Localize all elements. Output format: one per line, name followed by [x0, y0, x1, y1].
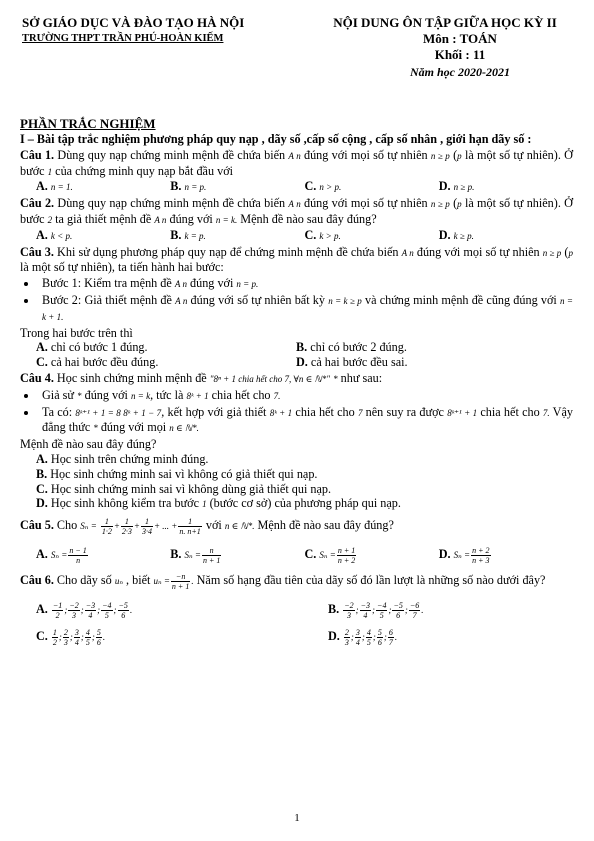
- fraction: [52, 601, 63, 620]
- denominator: 5: [104, 610, 109, 620]
- document-body: [20, 116, 573, 649]
- option-c[interactable]: C. $\frac{1}{2}$ ; $\frac{2}{3}$ ; $\frac{3}{4}$ ; $\frac{4}{5}$ ; $\frac{5}{6}$ .: [36, 627, 106, 647]
- fraction: [355, 628, 361, 647]
- numerator: 5: [377, 627, 382, 637]
- numerator: −6: [409, 600, 420, 610]
- document-title: NỘI DUNG ÔN TẬP GIỮA HỌC KỲ II: [333, 15, 557, 30]
- question-3: Câu 3. Khi sử dụng phương pháp quy nạp để chứng minh mệnh đề chứa biến A n đúng với mọi số tự nhiên n ≥ p (p là một số tự nhiên), ta tiến hành hai bước:: [20, 244, 573, 275]
- option-c[interactable]: C. Học sinh chứng minh sai vì không dùng giả thiết qui nạp.: [36, 481, 332, 496]
- question-3-prompt: Trong hai bước trên thì: [20, 325, 133, 340]
- fraction: $\frac{1}{3\cdot 4}$: [141, 516, 152, 536]
- denominator: 6: [377, 637, 382, 647]
- fraction: [366, 628, 372, 647]
- numerator: 2: [344, 627, 349, 637]
- option-d[interactable]: D. Sₙ = $\frac{n + 2}{n + 3}$: [438, 545, 490, 565]
- option-c[interactable]: C. n > p.: [304, 179, 342, 194]
- question-label: Câu 2.: [20, 196, 55, 211]
- subject-label: Môn : TOÁN: [423, 31, 497, 46]
- numerator: −3: [360, 600, 371, 610]
- denominator: 4: [74, 637, 79, 647]
- denominator: 3: [63, 637, 68, 647]
- denominator: 4: [363, 610, 368, 620]
- question-1: Câu 1. Dùng quy nạp chứng minh mệnh đề chứa biến A n đúng với mọi số tự nhiên n ≥ p (p là một số tự nhiên). Ở bước 1 của chứng minh quy nạp bắt đầu với: [20, 147, 573, 178]
- option-a[interactable]: A. Học sinh trên chứng minh đúng.: [36, 451, 209, 466]
- option-b[interactable]: B. Học sinh chứng minh sai vì không có giả thiết qui nạp.: [36, 466, 318, 481]
- fraction-list: $\frac{-1}{2}$ ; $\frac{-2}{3}$ ; $\frac{-3}{4}$ ; $\frac{-4}{5}$ ; $\frac{-5}{6}$ .: [52, 600, 133, 620]
- denominator: 2: [52, 637, 57, 647]
- option-b[interactable]: B. n = p.: [170, 179, 207, 194]
- option-d[interactable]: D. cả hai bước đều sai.: [296, 355, 408, 370]
- option-d[interactable]: D. Học sinh không kiểm tra bước 1 (bước cơ sở) của phương pháp qui nạp.: [36, 496, 401, 511]
- option-a[interactable]: A. chỉ có bước 1 đúng.: [36, 340, 148, 355]
- section-title: PHẦN TRẮC NGHIỆM: [20, 116, 156, 131]
- fraction: [96, 628, 102, 647]
- question-2: Câu 2. Dùng quy nạp chứng minh mệnh đề chứa biến A n đúng với mọi số tự nhiên n ≥ p (p là một số tự nhiên). Ở bước 2 ta giả thiết mệnh đề A n đúng với n = k. Mệnh đề nào sau đây đúng?: [20, 196, 573, 226]
- fraction: $\frac{n}{n + 1}$: [202, 545, 221, 565]
- header-right: [300, 14, 590, 81]
- question-label: Câu 4.: [20, 370, 54, 385]
- option-b[interactable]: B. Sₙ = $\frac{n}{n + 1}$: [170, 545, 221, 565]
- step-2: • Bước 2: Giả thiết mệnh đề A n đúng với số tự nhiên bất kỳ n = k ≥ p và chứng minh mệnh đề cũng đúng với n = k + 1.: [38, 293, 573, 325]
- denominator: 3: [344, 637, 349, 647]
- numerator: −4: [102, 600, 112, 610]
- fraction: [52, 628, 58, 647]
- numerator: −3: [85, 600, 96, 610]
- denominator: 7: [388, 637, 393, 647]
- fraction: $\frac{-n}{n + 1}$: [171, 571, 190, 591]
- numerator: −2: [69, 600, 79, 610]
- fraction: [118, 601, 129, 620]
- option-a[interactable]: A. n = 1.: [36, 179, 73, 194]
- proof-step-2: • Ta có: 8ᵏ⁺¹ + 1 = 8 8ᵏ + 1 − 7, kết hợp với giả thiết 8ᵏ + 1 chia hết cho 7 nên suy ra được 8ᵏ⁺¹ + 1 chia hết cho 7. Vậy đẳng thức * đúng với mọi n ∈ ℕ*.: [38, 405, 573, 437]
- proof-step-1: • Giả sử * đúng với n = k, tức là 8ᵏ + 1 chia hết cho 7.: [38, 388, 573, 404]
- denominator: 4: [355, 637, 360, 647]
- question-6-options-row2: [36, 624, 573, 649]
- fraction: [101, 601, 112, 620]
- fraction: [63, 628, 69, 647]
- question-3-options-row1: [36, 340, 573, 355]
- denominator: 5: [85, 637, 90, 647]
- question-5: Câu 5. Cho Sₙ = $\frac{1}{1\cdot 2}$ + $\frac{1}{2\cdot 3}$ + $\frac{1}{3\cdot 4}$ + ... + $\frac{1}{n. n+1}$ với n ∈ ℕ*. Mệnh đề nào sau đây đúng?: [20, 516, 394, 536]
- option-d[interactable]: D. k ≥ p.: [438, 227, 474, 242]
- numerator: 1: [52, 627, 57, 637]
- fraction: $\frac{n + 2}{n + 3}$: [472, 545, 490, 565]
- department-name: SỞ GIÁO DỤC VÀ ĐÀO TẠO HÀ NỘI: [22, 15, 245, 30]
- option-d[interactable]: D. n ≥ p.: [438, 179, 475, 194]
- numerator: −4: [377, 600, 387, 610]
- fraction-list: $\frac{-2}{3}$ ; $\frac{-3}{4}$ ; $\frac{-4}{5}$ ; $\frac{-5}{6}$ ; $\frac{-6}{7}$ .: [344, 600, 424, 620]
- denominator: 4: [88, 610, 93, 620]
- fraction: [85, 601, 96, 620]
- question-3-options-row2: [36, 355, 573, 370]
- school-name: TRƯỜNG THPT TRẦN PHÚ-HOÀN KIẾM: [22, 33, 224, 44]
- fraction: [392, 601, 403, 620]
- fraction: [68, 601, 79, 620]
- fraction: [85, 628, 91, 647]
- option-c[interactable]: C. cả hai bước đều đúng.: [36, 355, 159, 370]
- option-b[interactable]: B. $\frac{-2}{3}$ ; $\frac{-3}{4}$ ; $\frac{-4}{5}$ ; $\frac{-5}{6}$ ; $\frac{-6}{7}$ .: [328, 600, 424, 620]
- school-year: Năm học 2020-2021: [410, 65, 510, 79]
- option-d[interactable]: D. $\frac{2}{3}$ ; $\frac{3}{4}$ ; $\frac{4}{5}$ ; $\frac{5}{6}$ ; $\frac{6}{7}$ .: [328, 627, 398, 647]
- denominator: 7: [412, 610, 417, 620]
- numerator: 4: [366, 627, 371, 637]
- question-4-prompt: Mệnh đề nào sau đây đúng?: [20, 437, 157, 452]
- fraction: [376, 601, 387, 620]
- numerator: −1: [52, 600, 63, 610]
- denominator: 5: [366, 637, 371, 647]
- question-5-options: [36, 542, 573, 567]
- fraction: $\frac{1}{1\cdot 2}$: [101, 516, 112, 536]
- fraction: [388, 628, 394, 647]
- option-b[interactable]: B. k = p.: [170, 227, 206, 242]
- grade-label: Khối : 11: [434, 47, 486, 62]
- numerator: 4: [85, 627, 90, 637]
- question-6: Câu 6. Cho dãy số uₙ , biết uₙ = $\frac{-n}{n + 1}$ . Năm số hạng đầu tiên của dãy số đó lần lượt là những số nào dưới đây?: [20, 571, 546, 591]
- numerator: 3: [355, 627, 360, 637]
- question-6-options-row1: [36, 597, 573, 622]
- fraction: [74, 628, 80, 647]
- part-title: I – Bài tập trắc nghiệm phương pháp quy nạp , dãy số ,cấp số cộng , cấp số nhân , giới hạn dãy số :: [20, 132, 532, 146]
- option-a[interactable]: A. k < p.: [36, 227, 73, 242]
- fraction: [344, 628, 350, 647]
- question-4: Câu 4. Học sinh chứng minh mệnh đề "8ⁿ + 1 chia hết cho 7, ∀n ∈ ℕ*" * như sau:: [20, 370, 383, 385]
- fraction-list: $\frac{1}{2}$ ; $\frac{2}{3}$ ; $\frac{3}{4}$ ; $\frac{4}{5}$ ; $\frac{5}{6}$ .: [52, 627, 106, 647]
- fraction: $\frac{1}{n. n+1}$: [179, 516, 201, 536]
- header-left: [22, 14, 292, 46]
- numerator: 5: [96, 627, 101, 637]
- numerator: 2: [63, 627, 68, 637]
- option-a[interactable]: A. $\frac{-1}{2}$ ; $\frac{-2}{3}$ ; $\frac{-3}{4}$ ; $\frac{-4}{5}$ ; $\frac{-5}{6}$ .: [36, 600, 133, 620]
- denominator: 3: [346, 610, 351, 620]
- question-label: Câu 3.: [20, 244, 54, 259]
- step-1: • Bước 1: Kiểm tra mệnh đề A n đúng với n = p.: [38, 276, 573, 292]
- fraction: [377, 628, 383, 647]
- denominator: 5: [379, 610, 384, 620]
- fraction-list: $\frac{2}{3}$ ; $\frac{3}{4}$ ; $\frac{4}{5}$ ; $\frac{5}{6}$ ; $\frac{6}{7}$ .: [344, 627, 398, 647]
- denominator: 6: [121, 610, 126, 620]
- page-number: 1: [294, 812, 300, 824]
- numerator: 3: [74, 627, 79, 637]
- denominator: 3: [72, 610, 77, 620]
- fraction: $\frac{n - 1}{n}$: [69, 545, 87, 565]
- fraction: [360, 601, 371, 620]
- denominator: 6: [396, 610, 401, 620]
- fraction: $\frac{1}{2\cdot 3}$: [121, 516, 132, 536]
- option-b[interactable]: B. chỉ có bước 2 đúng.: [296, 340, 407, 355]
- question-1-options: [36, 179, 573, 195]
- question-label: Câu 6.: [20, 573, 54, 588]
- fraction: [409, 601, 420, 620]
- numerator: −5: [118, 600, 128, 610]
- question-2-options: [36, 228, 573, 244]
- option-a[interactable]: A. Sₙ = $\frac{n - 1}{n}$: [36, 545, 87, 565]
- fraction: $\frac{n + 1}{n + 2}$: [337, 545, 356, 565]
- numerator: −2: [344, 600, 354, 610]
- question-3-steps: [20, 276, 573, 324]
- numerator: −5: [393, 600, 403, 610]
- question-label: Câu 5.: [20, 518, 54, 533]
- fraction: [343, 601, 354, 620]
- numerator: 6: [388, 627, 393, 637]
- denominator: 2: [55, 610, 60, 620]
- denominator: 6: [96, 637, 101, 647]
- question-4-proof: [20, 388, 573, 436]
- option-c[interactable]: C. Sₙ = $\frac{n + 1}{n + 2}$: [304, 545, 356, 565]
- question-label: Câu 1.: [20, 147, 55, 162]
- option-c[interactable]: C. k > p.: [304, 227, 341, 242]
